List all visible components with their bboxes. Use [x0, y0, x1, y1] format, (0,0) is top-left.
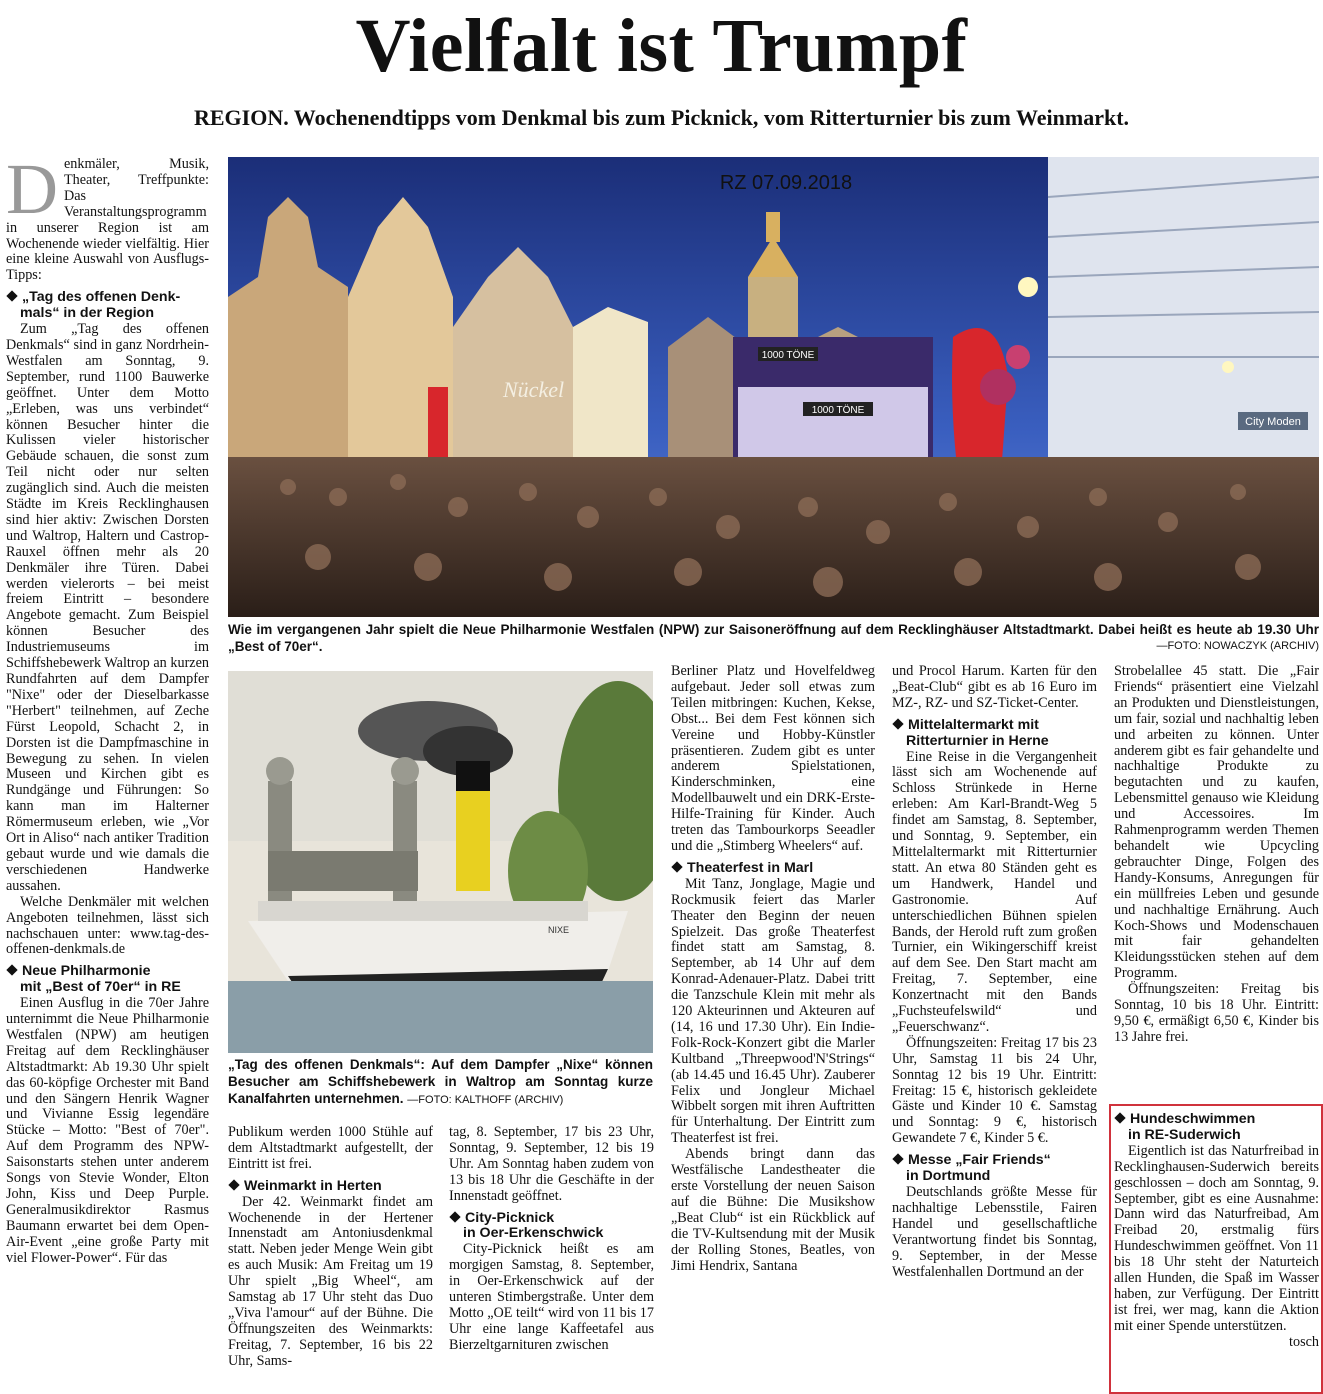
picknick-text: City-Picknick heißt es am morgigen Samstag, 8. September, in Oer-Erkenschwick auf der unteren Stimbergstraße. Unter dem Motto „OE teilt“ wird von 11 bis 17 Uhr eine lange Kaffeetafel aus Bierzeltgarnituren zwischen — [449, 1241, 654, 1353]
column-4 — [671, 664, 875, 1274]
column-6-box — [1114, 1112, 1319, 1351]
photo2-credit: —FOTO: KALTHOFF (ARCHIV) — [407, 1094, 564, 1106]
photo-ship — [228, 671, 653, 1053]
heading-hundeschwimmen-line1: Hundeschwimmen — [1130, 1111, 1256, 1127]
mittelalter-times-text: Öffnungszeiten: Freitag 17 bis 23 Uhr, Samstag 11 bis 24 Uhr, Sonntag 12 bis 19 Uhr. Eintritt: Freitag: 15 €, historisch gekleidete Gäste und Kinder 10 €. Samstag und Sonntag: 9 €, historisch Gewandete 7 €, Kinder 5 €. — [892, 1034, 1097, 1147]
column-5 — [892, 664, 1097, 1280]
fairfriends-times-text: Öffnungszeiten: Freitag bis Sonntag, 10 bis 18 Uhr. Eintritt: 9,50 €, ermäßigt 6,50 €, Kinder bis 13 Jahre frei. — [1114, 981, 1319, 1045]
dropcap: D — [6, 149, 58, 229]
theaterfest-text-2: Abends bringt dann das Westfälische Landestheater die erste Vorstellung der neuen Saison auf die Bühne: Die Musikshow „Beat Club“ ist ein Rückblick auf die TV-Kultsendung mit der Musik der Rolling Stones, Beatles, von Jimi Hendrix, Santana — [671, 1146, 875, 1274]
photo2-caption — [228, 1056, 653, 1109]
photo-concert — [228, 157, 1319, 617]
weinmarkt-lead-text: Publikum werden 1000 Stühle auf dem Altstadtmarkt aufgestellt, der Eintritt ist frei. — [228, 1124, 433, 1172]
beatclub-text: und Procol Harum. Karten für den „Beat-Club“ gibt es ab 16 Euro im MZ-, RZ- und SZ-Ticket-Center. — [892, 663, 1097, 711]
heading-denkmal — [6, 290, 209, 322]
stage-banner-2: 1000 TÖNE — [811, 405, 865, 416]
heading-mittelalter-line1: Mittelaltermarkt mit — [908, 716, 1039, 733]
photo2-caption-text: „Tag des offenen Denkmals“: Auf dem Dampfer „Nixe“ können Besucher am Schiffshebewerk in Waltrop am Sonntag kurze Kanalfahrten unternehmen. — [228, 1057, 653, 1106]
ship-name: NIXE — [548, 925, 570, 935]
bullet-diamond-icon — [449, 1211, 460, 1222]
hundeschwimmen-text: Eigentlich ist das Naturfreibad in Recklinghausen-Suderwich bereits geschlossen – doch am Sonntag, 9. September, gibt es eine Ausnahme: Dann wird das Naturfreibad, Am Freibad 20, erstmalig fürs Hundeschwimmen geöffnet. Von 11 bis 18 Uhr steht der Naturteich allen Hunden, die Spaß im Wasser haben, zur Verfügung. Der Eintritt ist frei, wer mag, kann die Aktion mit einer Spende unterstützen. — [1114, 1142, 1319, 1334]
bullet-diamond-icon — [892, 1154, 903, 1165]
concert-photo-svg — [228, 157, 1319, 617]
heading-mittelalter-line2: Ritterturnier in Herne — [906, 732, 1049, 749]
column-2 — [228, 1125, 433, 1370]
bullet-diamond-icon — [671, 861, 682, 872]
heading-mittelalter — [892, 718, 1097, 750]
photo1-credit: —FOTO: NOWACZYK (ARCHIV) — [1156, 640, 1319, 652]
heading-picknick-line2: in Oer-Erkenschwick — [463, 1225, 604, 1242]
headline: Vielfalt ist Trumpf — [355, 4, 968, 88]
mittelalter-text: Eine Reise in die Vergangenheit lässt sich am Wochenende auf Schloss Strünkede in Herne erleben: Am Karl-Brandt-Weg 5 findet am Samstag, 8. September, und Sonntag, 9. September, ein Mittelaltermarkt mit Ritterturnier statt. An etwa 80 Ständen geht es um Handwerk, Handel und Gastronomie. Auf unterschiedlichen Bühnen spielen Bands, der Herold ruft zum großen Turnier, ein Wikingerschiff kreist auf dem See. Den Start macht am Freitag, 7. September, eine Konzertnacht mit den Bands „Fuchsteufelswild“ und „Feuerschwanz“. — [892, 748, 1097, 1035]
heading-philharmonie-line2: mit „Best of 70er“ in RE — [20, 979, 181, 996]
heading-weinmarkt — [228, 1179, 433, 1195]
heading-picknick — [449, 1211, 654, 1243]
heading-fairfriends-line1: Messe „Fair Friends“ — [908, 1152, 1051, 1169]
stage-banner-1: 1000 TÖNE — [761, 350, 815, 361]
heading-hundeschwimmen-line2: in RE-Suderwich — [1128, 1126, 1241, 1143]
heading-theaterfest-text: Theaterfest in Marl — [687, 859, 814, 876]
shop-sign: City Moden — [1245, 416, 1301, 428]
store-sign: Nückel — [503, 377, 565, 402]
bullet-diamond-icon — [6, 291, 17, 302]
picknick-cont-text: Berliner Platz und Hovelfeldweg aufgebaut. Jeder soll etwas zum Teilen mitbringen: Kuchen, Kekse, Obst... Bei dem Fest können sich Vereine und Hobby-Künstler präsentieren. Zudem gibt es unter anderem Spielstationen, Kinderschminken, eine Modellbauwelt und ein DRK-Erste-Hilfe-Training für Kinder. Auch treten das Tambourkorps Seeadler und die „Stimberg Wheelers“ auf. — [671, 663, 875, 854]
intro-text: enkmäler, Musik, Theater, Treffpunkte: Das Veranstaltungsprogramm in unserer Region ist am Wochenende wieder vielfältig. Hier eine kleine Auswahl von Ausflugs-Tipps: — [6, 156, 209, 284]
heading-denkmal-line2: mals“ in der Region — [20, 305, 155, 322]
ship-photo-svg — [228, 671, 653, 1053]
photo1-caption-text: Wie im vergangenen Jahr spielt die Neue Philharmonie Westfalen (NPW) zur Saisoneröffnung auf dem Recklinghäuser Altstadtmarkt. Dabei heißt es heute ab 19.30 Uhr „Best of 70er“. — [228, 622, 1319, 654]
heading-hundeschwimmen — [1114, 1112, 1319, 1144]
philharmonie-text: Einen Ausflug in die 70er Jahre unternimmt die Neue Philharmonie Westfalen (NPW) am heutigen Freitag auf dem Recklinghäuser Altstadtmarkt: Ab 19.30 Uhr spielt das 60-köpfige Orchester mit Band und den Sängern Henrik Wagner und Vivianne Essig legendäre Stücke – Motto: "Best of 70er". Auf dem Programm des NPW-Saisonstarts stehen unter anderem Songs von Stevie Wonder, Elton John, Kiss und Deep Purple. Generalmusikdirektor Rasmus Baumann erwartet bei dem Open-Air-Event „eine große Party mit viel Flower-Power“. Für das — [6, 995, 209, 1266]
denkmal-text: Zum „Tag des offenen Denkmals“ sind in ganz Nordrhein-Westfalen am Sonntag, 9. September, rund 1100 Bauwerke geöffnet. Unter dem Motto „Erleben, was uns verbindet“ können Besucher hinter die Kulissen vieler historischer Gebäude schauen, die sonst zum Teil nicht oder nur selten zugänglich sind. Auch die meisten Städte im Kreis Recklinghausen sind hier aktiv: Zwischen Dorsten und Waltrop, Haltern und Castrop-Rauxel öffnen mehr als 20 Denkmäler ihre Türen. Dabei werden vielerorts – bei meist freiem Eintritt – besondere Angebote gemacht. Zum Beispiel können Besucher des Industriemuseums im Schiffshebewerk Waltrop an kurzen Rundfahrten auf dem Dampfer "Nixe" oder der Dieselbarkasse "Herbert" teilnehmen, auf Zeche Fürst Leopold, Schacht 2, in Dorsten ist die Dampfmaschine in Bewegung zu sehen. In vielen Museen und Kirchen gibt es Rundgänge und Führungen: So kann man im Halterner Römermuseum erleben, wie „Vor Ort in Aliso“ nach antiker Tradition gebaut wurde und wie damals die verschiedenen Handwerke aussahen. — [6, 321, 209, 894]
bullet-diamond-icon — [6, 965, 17, 976]
heading-fairfriends — [892, 1153, 1097, 1185]
bullet-diamond-icon — [1114, 1112, 1125, 1123]
denkmal-link-text: Welche Denkmäler mit welchen Angeboten teilnehmen, lässt sich nachschauen unter: www.tag-des-offenen-denkmals.de — [6, 893, 209, 958]
heading-denkmal-line1: „Tag des offenen Denk- — [22, 289, 181, 306]
date-stamp: RZ 07.09.2018 — [719, 172, 853, 194]
author-signature: tosch — [1289, 1333, 1319, 1350]
heading-weinmarkt-text: Weinmarkt in Herten — [244, 1177, 382, 1194]
column-3 — [449, 1125, 654, 1354]
column-1 — [6, 149, 209, 1267]
bullet-diamond-icon — [892, 718, 903, 729]
weinmarkt-text: Der 42. Weinmarkt findet am Wochenende in der Hertener Innenstadt am Antoniusdenkmal statt. Neben jeder Menge Wein gibt es auch Musik: Am Freitag um 19 Uhr spielt „Big Wheel“, am Samstag ab 17 Uhr steht das Duo „Viva l'amour“ auf der Bühne. Die Öffnungszeiten des Weinmarkts: Freitag, 7. September, 16 bis 22 Uhr, Sams- — [228, 1193, 433, 1369]
heading-philharmonie-line1: Neue Philharmonie — [22, 963, 151, 980]
heading-philharmonie — [6, 964, 209, 996]
heading-theaterfest — [671, 861, 875, 877]
heading-fairfriends-line2: in Dortmund — [906, 1168, 991, 1185]
weinmarkt-cont-text: tag, 8. September, 17 bis 23 Uhr, Sonntag, 9. September, 12 bis 19 Uhr. Am Sonntag haben zudem von 13 bis 18 Uhr die Geschäfte in der Innenstadt geöffnet. — [449, 1124, 654, 1204]
fairfriends-text: Deutschlands größte Messe für nachhaltige Lebensstile, Fairen Handel und gesellschaftliche Verantwortung findet bis Sonntag, 9. September, in der Messe Westfalenhallen Dortmund an der — [892, 1184, 1097, 1280]
theaterfest-text: Mit Tanz, Jonglage, Magie und Rockmusik feiert das Marler Theater den Beginn der neuen Spielzeit. Das große Theaterfest findet statt am Samstag, 8. September, ab 14 Uhr auf dem Konrad-Adenauer-Platz. Dabei tritt die Tanzschule Klein mit mehr als 120 Akteurinnen und Akteuren auf (14, 16 und 17.30 Uhr). Ein Indie-Folk-Rock-Konzert gibt die Marler Kultband „Threepwood'N'Strings“ (ab 14.45 und 16.45 Uhr). Zauberer Felix und Jongleur Michael Wibbelt sorgen mit ihren Auftritten für Unterhaltung. Der Eintritt zum Theaterfest ist frei. — [671, 875, 875, 1147]
heading-picknick-line1: City-Picknick — [465, 1209, 555, 1226]
subline: REGION. Wochenendtipps vom Denkmal bis zum Picknick, vom Ritterturnier bis zum Weinmarkt. — [193, 105, 1130, 130]
column-6 — [1114, 664, 1319, 1046]
fairfriends-cont-text: Strobelallee 45 statt. Die „Fair Friends“ präsentiert eine Vielzahl an Produkten und Dienstleistungen, um fair, sozial und nachhaltig leben und arbeiten zu können. Unter anderem gibt es fair gehandelte und nachhaltige Produkte zu begutachten und zu kaufen, Lebensmittel genauso wie Kleidung und Accessoires. Im Rahmenprogramm werden Themen behandelt wie Upcycling gebrauchter Dinge, Folgen des Handy-Konsums, Anregungen für ein müllfreies Leben und gesunde und nachhaltige Ernährung. Auch Koch-Shows und Modenschauen mit fair gehandelten Kleidungsstücken stehen auf dem Programm. — [1114, 663, 1319, 982]
bullet-diamond-icon — [228, 1179, 239, 1190]
